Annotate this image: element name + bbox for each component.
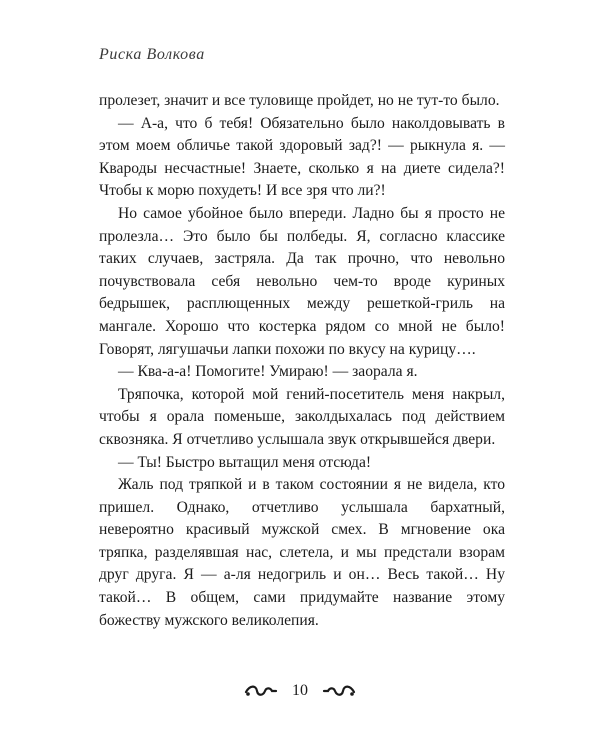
running-head: Риска Волкова: [99, 46, 205, 63]
paragraph: Тряпочка, которой мой гений-посетитель меня накрыл, чтобы я орала поменьше, заколдыхалась под действием сквозняка. Я отчетливо услышала звук открывшейся двери.: [99, 385, 505, 448]
page-number: 10: [292, 682, 308, 700]
paragraph: Жаль под тряпкой и в таком состоянии я не видела, кто пришел. Однако, отчетливо услышала бархатный, невероятно красивый мужской смех. В мгновение ока тряпка, разделявшая нас, слетела, и мы предстали взорам друг друга. Я — а-ля недогриль и он… Весь такой… Ну такой… В общем, сами придумайте название этому божеству мужского великолепия.: [99, 476, 505, 629]
page-footer: [0, 682, 600, 700]
paragraph: — Ква-а-а! Помогите! Умираю! — заорала я.: [118, 363, 418, 381]
right-swash-ornament-icon: [322, 683, 356, 699]
paragraph: пролезет, значит и все туловище пройдет, но не тут-то было.: [99, 92, 500, 109]
left-swash-ornament-icon: [244, 683, 278, 699]
paragraph: Но самое убойное было впереди. Ладно бы я просто не пролезла… Это было бы полбеды. Я, согласно классике таких случаев, застряла. Да так прочно, что невольно почувствовала себя невольно чем-то вроде куриных бедрышек, расплющенных между решеткой-гриль на мангале. Хорошо что костерка рядом со мной не было! Говорят, лягушачьи лапки похожи по вкусу на курицу….: [99, 204, 505, 358]
body-text: [99, 90, 505, 632]
paragraph: — Ты! Быстро вытащил меня отсюда!: [118, 453, 372, 471]
paragraph: — А-а, что б тебя! Обязательно было наколдовывать в этом моем обличье такой здоровый зад?! — рыкнула я. — Квароды несчастные! Знаете, сколько я на диете сидела?! Чтобы к морю похудеть! И все зря что ли?!: [99, 114, 505, 200]
